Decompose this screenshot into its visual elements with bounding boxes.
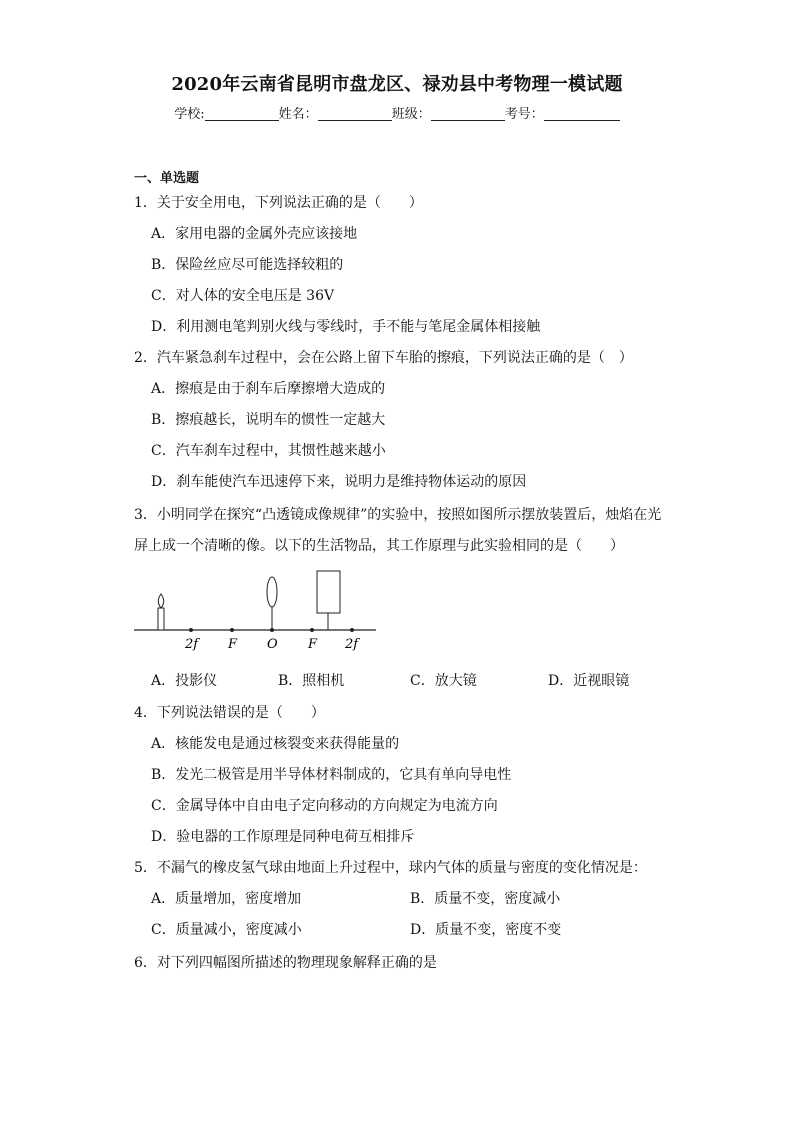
question-1-option-d: D．利用测电笔判别火线与零线时，手不能与笔尾金属体相接触 (151, 319, 541, 335)
student-info-row (0, 103, 794, 122)
label-2f-left: 2f (185, 637, 199, 652)
question-2-option-b: B．擦痕越长，说明车的惯性一定越大 (151, 412, 386, 428)
question-5-option-d: D．质量不变，密度不变 (410, 922, 562, 938)
question-5-option-a: A．质量增加，密度增加 (151, 891, 302, 907)
question-5-option-c: C．质量减小，密度减小 (151, 922, 302, 938)
label-o: O (267, 637, 278, 652)
question-3-stem-line-1: 3．小明同学在探究“凸透镜成像规律”的实验中，按照如图所示摆放装置后，烛焰在光 (134, 507, 662, 523)
point-o (270, 628, 274, 632)
name-blank[interactable] (318, 106, 392, 121)
question-3-stem-line-2: 屏上成一个清晰的像。以下的生活物品，其工作原理与此实验相同的是（ ） (134, 538, 624, 554)
school-label: 学校: (174, 107, 205, 122)
question-4-option-b: B．发光二极管是用半导体材料制成的，它具有单向导电性 (151, 767, 512, 783)
convex-lens-icon (267, 577, 277, 630)
school-blank[interactable] (205, 106, 279, 121)
question-6-stem: 6．对下列四幅图所描述的物理现象解释正确的是 (134, 955, 437, 971)
label-2f-right: 2f (345, 637, 359, 652)
candle-icon (158, 594, 164, 630)
number-label: 考号： (504, 107, 544, 122)
question-1-option-c: C．对人体的安全电压是 36V (151, 288, 335, 304)
question-3-option-c: C．放大镜 (410, 673, 477, 689)
label-f-left: F (228, 637, 238, 652)
question-4-option-c: C．金属导体中自由电子定向移动的方向规定为电流方向 (151, 798, 498, 814)
question-2-option-a: A．擦痕是由于刹车后摩擦增大造成的 (151, 381, 386, 397)
question-4-stem: 4．下列说法错误的是（ ） (134, 705, 325, 721)
page-title: 2020年云南省昆明市盘龙区、禄劝县中考物理一模试题 (171, 74, 623, 95)
question-1-stem: 1．关于安全用电，下列说法正确的是（ ） (134, 195, 423, 211)
question-2-option-d: D．刹车能使汽车迅速停下来，说明力是维持物体运动的原因 (151, 474, 527, 490)
question-2-option-c: C．汽车刹车过程中，其惯性越来越小 (151, 443, 386, 459)
question-1-option-a: A．家用电器的金属外壳应该接地 (151, 226, 358, 242)
name-label: 姓名： (278, 107, 318, 122)
question-1-option-b: B．保险丝应尽可能选择较粗的 (151, 257, 344, 273)
question-3-option-b: B．照相机 (278, 673, 345, 689)
question-2-stem: 2．汽车紧急刹车过程中，会在公路上留下车胎的擦痕，下列说法正确的是（ ） (134, 350, 633, 366)
question-4-option-d: D．验电器的工作原理是同种电荷互相排斥 (151, 829, 415, 845)
lens-diagram (132, 566, 382, 658)
question-4-option-a: A．核能发电是通过核裂变来获得能量的 (151, 736, 400, 752)
question-5-stem: 5．不漏气的橡皮氢气球由地面上升过程中，球内气体的质量与密度的变化情况是： (134, 860, 647, 876)
light-screen-icon (317, 571, 340, 630)
question-5-option-b: B．质量不变，密度减小 (410, 891, 561, 907)
class-blank[interactable] (431, 106, 505, 121)
point-2f-left (189, 628, 193, 632)
class-label: 班级： (391, 107, 431, 122)
section-heading: 一、单选题 (134, 171, 200, 186)
point-2f-right (350, 628, 354, 632)
number-blank[interactable] (544, 106, 620, 121)
label-f-right: F (308, 637, 318, 652)
point-f-left (230, 628, 234, 632)
point-f-right (310, 628, 314, 632)
question-3-option-d: D．近视眼镜 (548, 673, 630, 689)
question-3-option-a: A．投影仪 (151, 673, 218, 689)
